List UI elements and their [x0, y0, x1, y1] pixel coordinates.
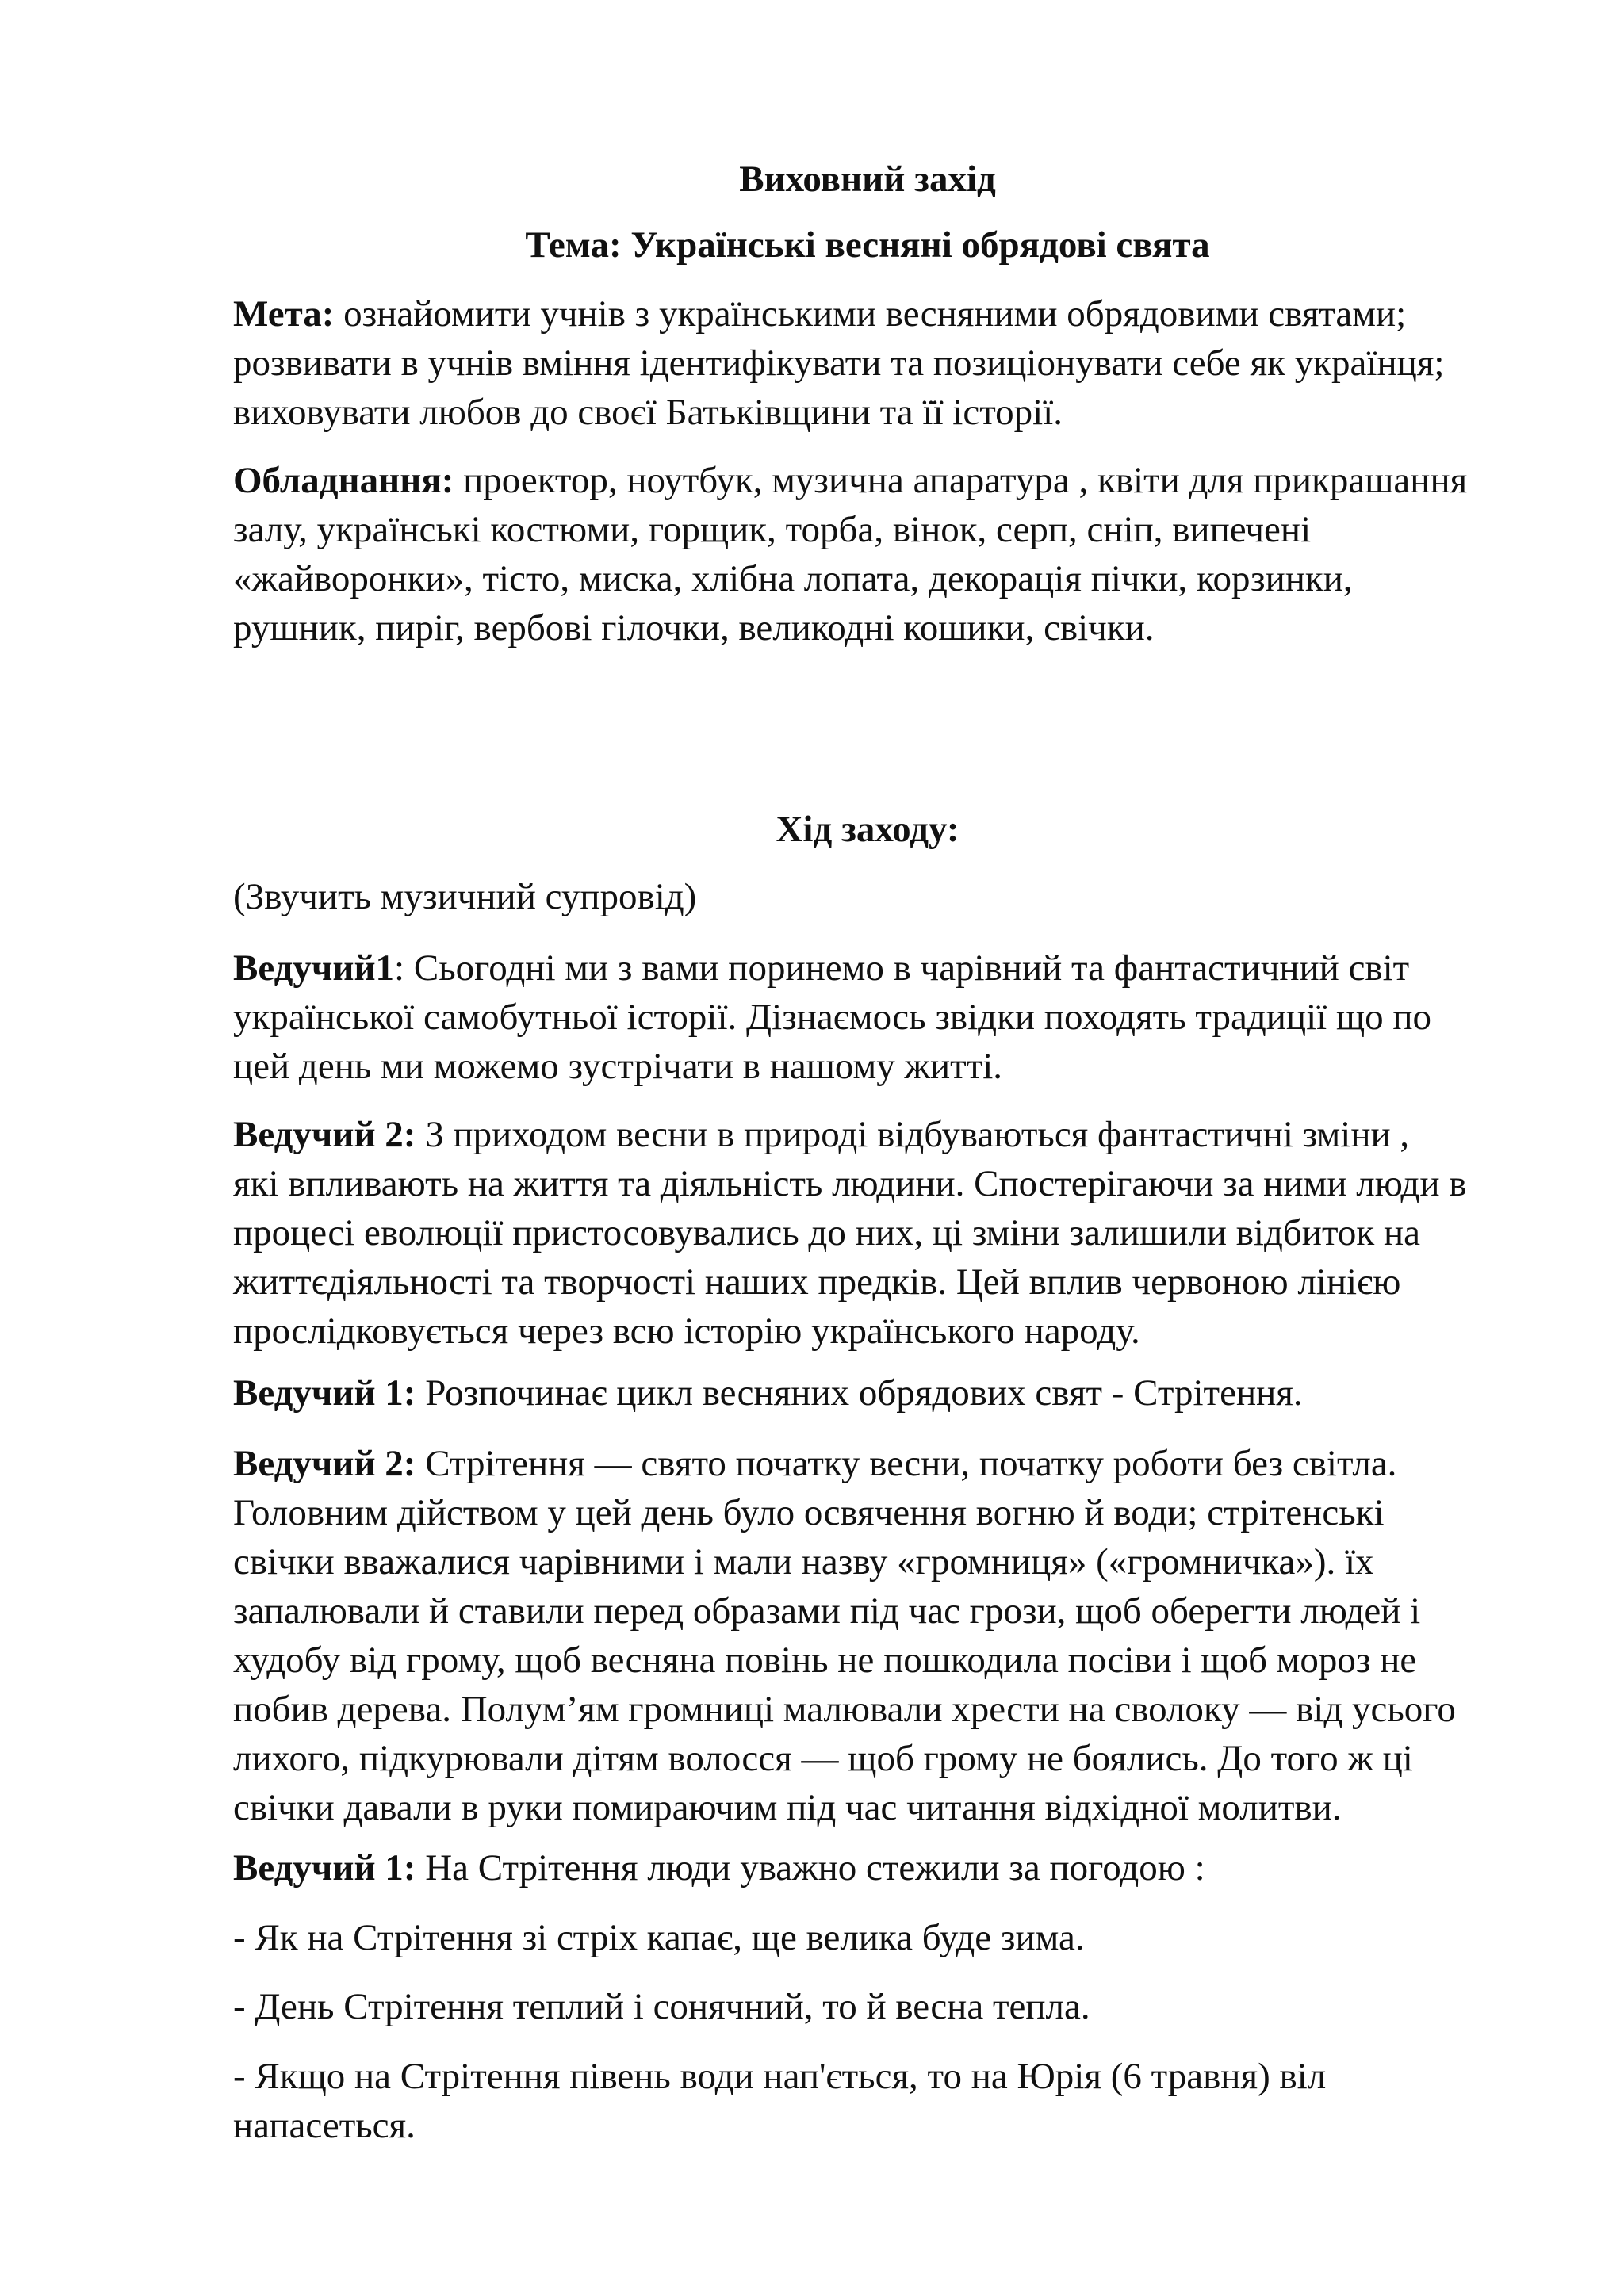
equipment-line-4: рушник, пиріг, вербові гілочки, великодні кошики, свічки. [233, 607, 1155, 649]
dialogue-line: свічки вважалися чарівними і мали назву «громниця» («громничка»). їх [233, 1541, 1374, 1582]
dialogue-line: життєдіяльності та творчості наших предків. Цей вплив червоною лінією [233, 1261, 1401, 1303]
saying-line: напасеться. [233, 2105, 416, 2146]
speaker-label: Ведучий 1: [233, 1372, 416, 1414]
dialogue-line: побив дерева. Полум’ям громниці малювали хрести на сволоку — від усього [233, 1689, 1456, 1730]
speaker-label: Ведучий1 [233, 947, 395, 989]
equipment-line-2: залу, українські костюми, горщик, торба, вінок, серп, сніп, випечені [233, 509, 1312, 550]
music-note: (Звучить музичний супровід) [233, 876, 697, 917]
saying-item [233, 1982, 1502, 2031]
dialogue-ved2-spring [233, 1110, 1502, 1356]
dialogue-line: процесі еволюції пристосовувались до них, ці зміни залишили відбиток на [233, 1212, 1420, 1253]
dialogue-line: Ведучий 1: Розпочинає цикл весняних обрядових свят - Стрітення. [233, 1372, 1303, 1414]
dialogue-line: української самобутньої історії. Дізнаємось звідки походять традиції що по [233, 997, 1432, 1038]
speaker-label: Ведучий 2: [233, 1114, 416, 1155]
goal-line-1: Мета: ознайомити учнів з українськими весняними обрядовими святами; [233, 293, 1407, 335]
dialogue-ved1-cycle [233, 1368, 1502, 1418]
saying-item [233, 2052, 1502, 2150]
speaker-label: Ведучий 2: [233, 1443, 416, 1484]
saying-item [233, 1913, 1502, 1962]
dialogue-line: Головним дійством у цей день було освячення вогню й води; стрітенські [233, 1492, 1385, 1533]
goal-line-2: розвивати в учнів вміння ідентифікувати та позиціонувати себе як українця; [233, 342, 1445, 384]
speaker-label: Ведучий 1: [233, 1847, 416, 1888]
equipment-line-3: «жайворонки», тісто, миска, хлібна лопата, декорація пічки, корзинки, [233, 558, 1353, 599]
document-title: Виховний захід [739, 159, 996, 200]
dialogue-line: Ведучий1: Сьогодні ми з вами поринемо в чарівний та фантастичний світ [233, 947, 1410, 989]
dialogue-ved2-stritennia [233, 1439, 1502, 1832]
dialogue-line: запалювали й ставили перед образами під час грози, щоб оберегти людей і [233, 1590, 1421, 1632]
dialogue-line: Ведучий 2: Стрітення — свято початку весни, початку роботи без світла. [233, 1443, 1397, 1484]
dialogue-ved1-weather [233, 1843, 1502, 1892]
goal-label: Мета: [233, 293, 335, 335]
dialogue-line: Ведучий 1: На Стрітення люди уважно стежили за погодою : [233, 1847, 1205, 1888]
dialogue-line: лихого, підкурювали дітям волосся — щоб грому не боялись. До того ж ці [233, 1738, 1413, 1779]
saying-line: - День Стрітення теплий і сонячний, то й весна тепла. [233, 1986, 1090, 2027]
dialogue-line: які впливають на життя та діяльність людини. Спостерігаючи за ними люди в [233, 1163, 1467, 1204]
equipment-label: Обладнання: [233, 460, 454, 501]
equipment-line-1: Обладнання: проектор, ноутбук, музична апаратура , квіти для прикрашання [233, 460, 1468, 501]
progress-heading: Хід заходу: [776, 809, 959, 850]
dialogue-line: свічки давали в руки помираючим під час читання відхідної молитви. [233, 1787, 1342, 1828]
saying-line: - Якщо на Стрітення півень води нап'ється, то на Юрія (6 травня) віл [233, 2056, 1327, 2097]
dialogue-line: цей день ми можемо зустрічати в нашому житті. [233, 1046, 1003, 1087]
saying-line: - Як на Стрітення зі стріх капає, ще велика буде зима. [233, 1917, 1085, 1958]
dialogue-line: прослідковується через всю історію українського народу. [233, 1311, 1140, 1352]
goal-line-3: виховувати любов до своєї Батьківщини та її історії. [233, 392, 1063, 433]
dialogue-line: худобу від грому, щоб весняна повінь не пошкодила посіви і щоб мороз не [233, 1640, 1417, 1681]
goal-paragraph [233, 289, 1502, 437]
dialogue-line: Ведучий 2: З приходом весни в природі відбуваються фантастичні зміни , [233, 1114, 1410, 1155]
dialogue-ved1-intro [233, 943, 1502, 1091]
equipment-paragraph [233, 456, 1502, 652]
topic-heading: Тема: Українські весняні обрядові свята [525, 224, 1210, 266]
